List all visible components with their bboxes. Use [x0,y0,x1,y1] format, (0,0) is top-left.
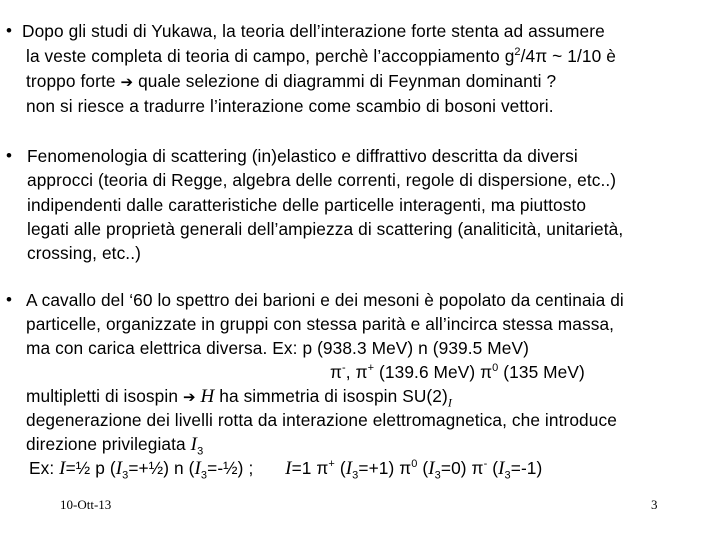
pi-minus: π [330,362,343,382]
isospin-i-n-sub: 3 [200,469,208,482]
b1-l3-text: troppo forte [26,71,116,91]
bullet-3-line-5 [26,385,452,409]
pi0-sup: 0 [411,458,418,471]
pi-zero: (139.6 MeV) π [374,362,493,382]
right-arrow-icon: ➔ [182,389,196,406]
bullet-2-line-2: approcci (teoria di Regge, algebra delle correnti, regole di dispersione, etc..) [27,170,617,190]
pi-plus-sup: + [367,362,375,375]
isospin-half: =½ p ( [65,458,116,478]
b1-l3-text-end: quale selezione di diagrammi di Feynman dominanti ? [133,71,557,91]
bullet-3-marker: • [6,290,12,309]
bullet-1-line-4: non si riesce a tradurre l’interazione come scambio di bosoni vettori. [26,96,554,116]
bullet-1-line-3 [26,70,556,94]
pim-open: ( [487,458,499,478]
b3-l5-text: multipletti di isospin [26,386,183,406]
bullet-2-line-5: crossing, etc..) [27,243,141,263]
bullet-1-marker: • [6,21,12,40]
bullet-3-line-2: particelle, organizzate in gruppi con stessa parità e all’incirca stessa massa, [26,314,615,334]
pip-open: ( [334,458,346,478]
b1-l2-text: la veste completa di teoria di campo, perchè l’accoppiamento g [26,46,515,66]
pi-zero-mass: (135 MeV) [498,362,585,382]
su2-sub: I [447,395,452,410]
isospin-i-pim: I [498,458,505,479]
pim-i3: =-1) [510,458,543,478]
bullet-3-example-line [29,457,542,480]
i3-symbol: I [190,434,198,455]
isospin-i-pion: I [285,458,292,479]
b1-l2-sup: 2 [514,46,521,59]
isospin-i-pip-sub: 3 [352,469,359,482]
bullet-3-line-3: ma con carica elettrica diversa. Ex: p (938.3 MeV) n (939.5 MeV) [26,338,529,358]
isospin-i-n: I [194,458,201,479]
page-number: 3 [651,497,658,512]
pi-zero-sup: 0 [492,362,499,375]
isospin-i: I [59,458,66,479]
bullet-3-line-6: degenerazione dei livelli rotta da interazione elettromagnetica, che introduce [26,410,617,430]
pi0-i3: =0) π [440,458,484,478]
pim-sup: - [483,458,488,471]
pi-minus-sup: - [342,362,346,375]
b3-l5-text-end: ha simmetria di isospin SU(2) [214,386,448,406]
isospin-i-pi0-sub: 3 [434,469,441,482]
footer-date: 10-Ott-13 [60,497,112,512]
right-arrow-icon: ➔ [120,74,134,91]
isospin-i-pim-sub: 3 [504,469,511,482]
pi-plus: , π [345,362,368,382]
isospin-i-p-sub: 3 [122,469,129,482]
bullet-1-line-2 [26,45,616,67]
ex-label: Ex: [29,458,60,478]
isospin-i-pip: I [345,458,353,479]
isospin-i-p: I [115,458,123,479]
bullet-1-line-1: Dopo gli studi di Yukawa, la teoria dell’interazione forte stenta ad assumere [22,21,605,41]
bullet-2-line-1: Fenomenologia di scattering (in)elastico e diffrattivo descritta da diversi [27,146,578,166]
hamiltonian-symbol: H [200,386,215,407]
bullet-3-line-1: A cavallo del ‘60 lo spettro dei barioni e dei mesoni è popolato da centinaia di [26,290,624,310]
isospin-i-pi0: I [428,458,435,479]
pip-i3: =+1) π [358,458,412,478]
bullet-3-line-4-pions [330,361,585,383]
bullet-2-line-4: legati alle proprietà generali dell’ampiezza di scattering (analiticità, unitarietà, [27,219,624,239]
bullet-2-line-3: indipendenti dalle caratteristiche delle particelle interagenti, ma piuttosto [27,195,587,215]
proton-i3: =+½) n ( [128,458,195,478]
b3-l7-text: direzione privilegiata [26,434,191,454]
i3-sub: 3 [197,445,204,458]
pi0-open: ( [417,458,429,478]
bullet-2-marker: • [6,146,12,165]
bullet-3-line-7 [26,433,203,456]
pip-sup: + [328,458,335,471]
isospin-one: =1 π [291,458,329,478]
b1-l2-text-end: /4π ~ 1/10 è [520,46,616,66]
neutron-i3: =-½) ; [207,458,254,478]
